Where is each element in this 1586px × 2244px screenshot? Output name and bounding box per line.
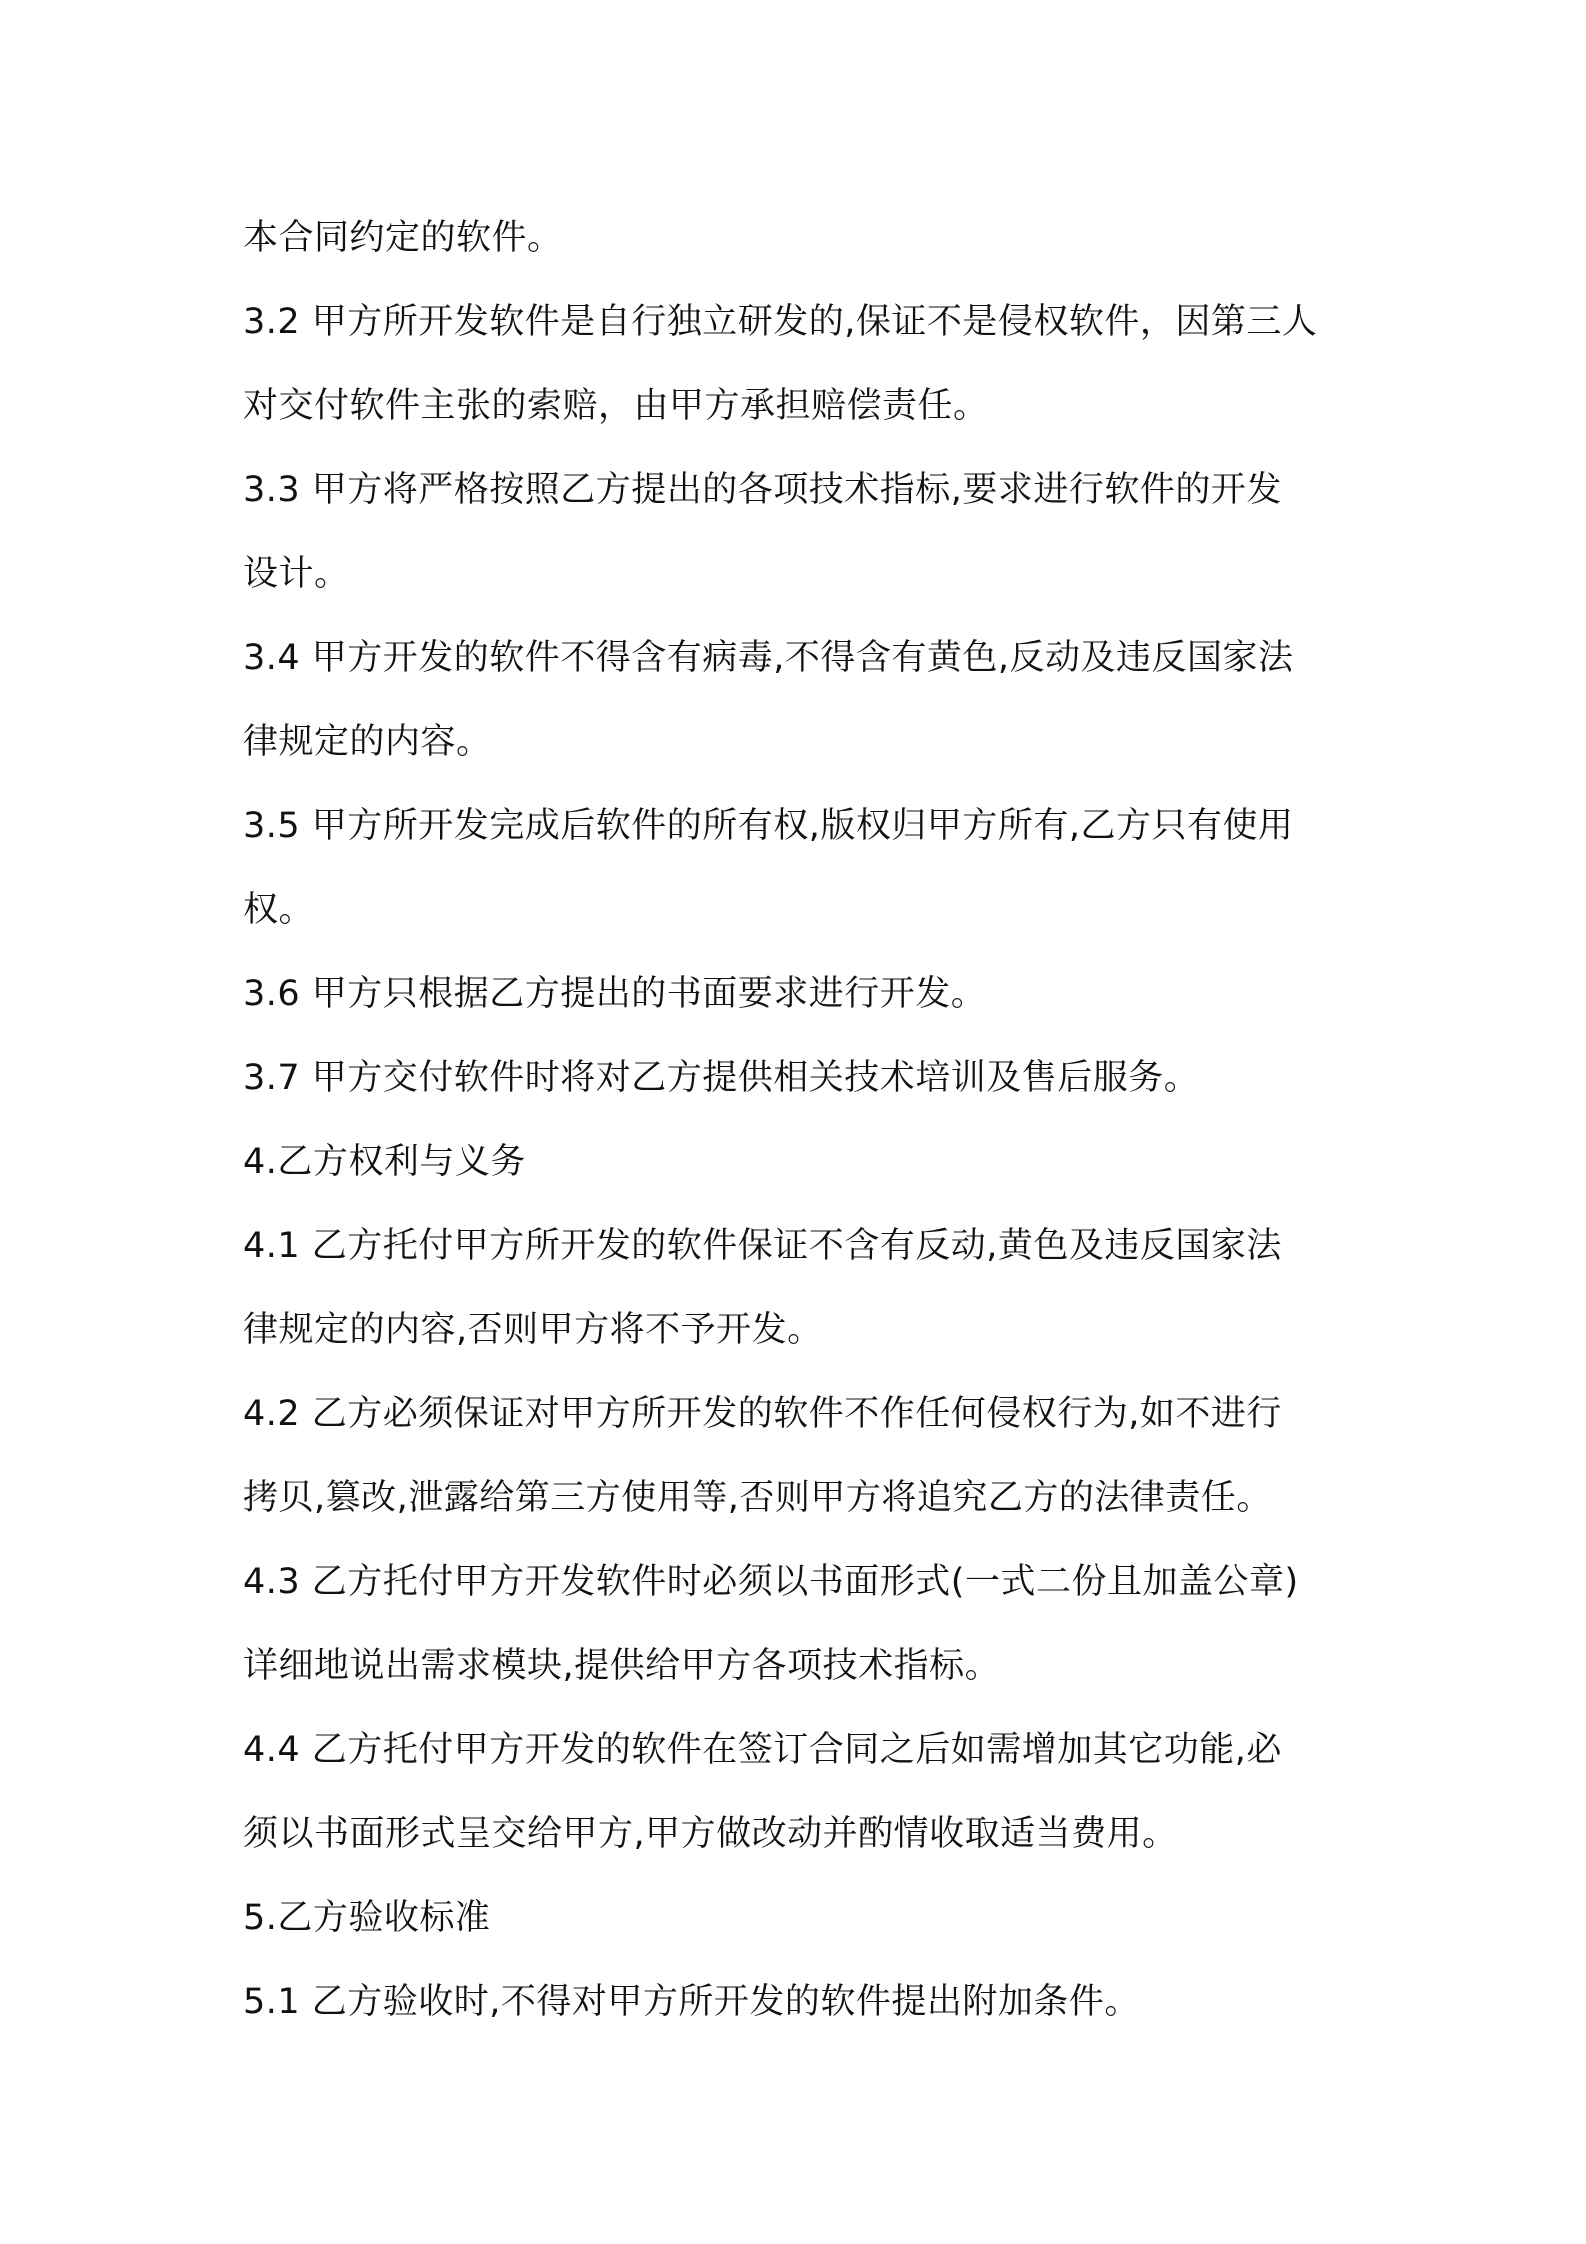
text-line-6: 3.4 甲方开发的软件不得含有病毒,不得含有黄色,反动及违反国家法 <box>243 638 1294 678</box>
text-line-15: 4.2 乙方必须保证对甲方所开发的软件不作任何侵权行为,如不进行 <box>243 1394 1282 1434</box>
text-line-13: 4.1 乙方托付甲方所开发的软件保证不含有反动,黄色及违反国家法 <box>243 1226 1282 1266</box>
text-line-19: 4.4 乙方托付甲方开发的软件在签订合同之后如需增加其它功能,必 <box>243 1730 1282 1770</box>
text-line-20: 须以书面形式呈交给甲方,甲方做改动并酌情收取适当费用。 <box>243 1814 1178 1854</box>
text-line-7: 律规定的内容。 <box>243 722 492 762</box>
contract-text-block <box>243 196 1363 2044</box>
text-line-9: 权。 <box>243 890 315 930</box>
text-line-4: 3.3 甲方将严格按照乙方提出的各项技术指标,要求进行软件的开发 <box>243 470 1282 510</box>
text-line-22: 5.1 乙方验收时,不得对甲方所开发的软件提出附加条件。 <box>243 1982 1140 2022</box>
text-line-5: 设计。 <box>243 554 350 594</box>
text-line-14: 律规定的内容,否则甲方将不予开发。 <box>243 1310 823 1350</box>
section-heading-4: 4.乙方权利与义务 <box>243 1142 526 1182</box>
text-line-3: 对交付软件主张的索赔，由甲方承担赔偿责任。 <box>243 386 989 426</box>
text-line-10: 3.6 甲方只根据乙方提出的书面要求进行开发。 <box>243 974 987 1014</box>
text-line-1: 本合同约定的软件。 <box>243 218 563 258</box>
text-line-2: 3.2 甲方所开发软件是自行独立研发的,保证不是侵权软件，因第三人 <box>243 302 1318 342</box>
text-line-16: 拷贝,篡改,泄露给第三方使用等,否则甲方将追究乙方的法律责任。 <box>243 1478 1272 1518</box>
section-heading-5: 5.乙方验收标准 <box>243 1898 491 1938</box>
text-line-11: 3.7 甲方交付软件时将对乙方提供相关技术培训及售后服务。 <box>243 1058 1200 1098</box>
text-line-8: 3.5 甲方所开发完成后软件的所有权,版权归甲方所有,乙方只有使用 <box>243 806 1294 846</box>
text-line-18: 详细地说出需求模块,提供给甲方各项技术指标。 <box>243 1646 1001 1686</box>
text-line-17: 4.3 乙方托付甲方开发软件时必须以书面形式(一式二份且加盖公章) <box>243 1562 1299 1602</box>
